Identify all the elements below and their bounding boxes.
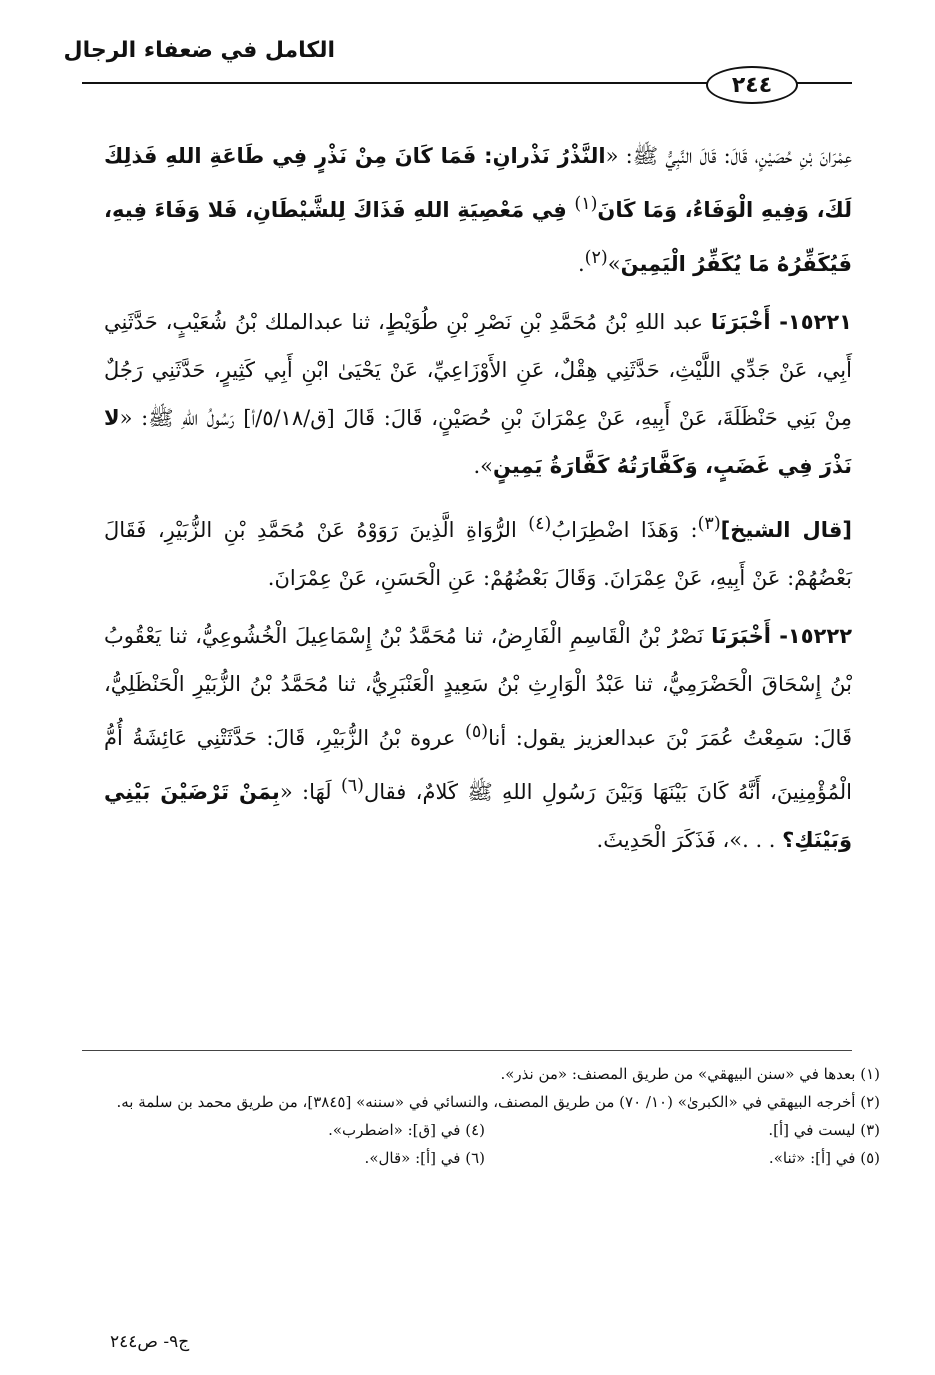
- main-text: [104, 132, 852, 874]
- hadith-text: فِي مَعْصِيَةِ اللهِ فَذَاكَ لِلشَّيْطَانِ، فَلا وَفَاءَ فِيهِ، فَيُكَفِّرُهُ مَا يُكَفِّرُ الْيَمِينَ: [104, 198, 852, 276]
- footnote-5: (٥) في [أ]: «ثنا».: [768, 1149, 880, 1167]
- footnote-ref: (٢): [584, 248, 608, 268]
- paragraph-2: [104, 298, 852, 490]
- hadith-text: النَّذْرُ نَذْرانِ: فَمَا كَانَ مِنْ نَذْرٍ فِي طَاعَةِ اللهِ فَذلِكَ لَكَ، وَفِيهِ الْوَفَاءُ، وَمَا كَانَ: [104, 144, 852, 222]
- running-header-title: الكامل في ضعفاء الرجال: [63, 38, 335, 63]
- text-run: : وَهَذَا اضْطِرَابُ: [551, 518, 698, 542]
- hadith-number: ١٥٢٢٢-: [770, 624, 853, 648]
- speaker-label: [قال الشيخ]: [720, 518, 852, 542]
- paragraph-3: [104, 500, 852, 602]
- footnote-4: (٤) في [ق]: «اضطرب».: [328, 1121, 485, 1139]
- hadith-text: بِمَنْ تَرْضَيْنَ بَيْنِي وَبَيْنَكِ؟: [104, 780, 852, 852]
- footnote-ref: (٤): [528, 514, 552, 534]
- hadith-number: ١٥٢٢١-: [770, 310, 852, 334]
- footnote-ref: (٣): [697, 514, 721, 534]
- text-run: .: [577, 252, 585, 276]
- footnote-3: (٣) ليست في [أ].: [768, 1121, 880, 1139]
- text-run: »: [607, 252, 621, 276]
- paragraph-1: [104, 132, 852, 288]
- text-run: ».: [473, 454, 493, 478]
- text-run: عِمْرَانَ بْنِ حُصَيْنٍ، قَالَ: قَالَ النَّبِيُّ ﷺ: «: [605, 144, 853, 168]
- folio-reference: ج٩- ص٢٤٤: [110, 1332, 190, 1352]
- paragraph-4: [104, 612, 852, 864]
- text-run: نَصْرُ بْنُ الْقَاسِمِ الْفَارِضُ، ثنا مُحَمَّدُ بْنُ إِسْمَاعِيلَ الْخُشُوعِيُّ، ثنا يَعْقُوبُ بْنُ إِسْحَاقَ الْحَضْرَمِيُّ، ثنا عَبْدُ الْوَارِثِ بْنُ سَعِيدٍ الْعَنْبَرِيُّ، ثنا مُحَمَّدُ بْنُ الزُّبَيْرِ الْحَنْظَلِيُّ، قَالَ: سَمِعْتُ عُمَرَ بْنَ عبدالعزيز يقول: أنا: [104, 624, 852, 750]
- footnote-ref: (٥): [465, 722, 489, 742]
- narration-lead: أَخْبَرَنَا: [711, 624, 771, 648]
- page-number: ٢٤٤: [731, 72, 773, 98]
- hadith-text: لا نَذْرَ فِي غَضَبٍ، وَكَفَّارَتُهُ كَفَّارَةُ يَمِينٍ: [104, 406, 852, 478]
- page-number-badge: [706, 66, 798, 104]
- footnotes: [90, 1060, 880, 1172]
- text-run: عروة بْنُ الزُّبَيْرِ، قَالَ: حَدَّثَتْنِي عَائِشَةُ أُمُّ الْمُؤْمِنِينَ، أَنَّهُ كَانَ بَيْنَهَا وَبَيْنَ رَسُولِ اللهِ ﷺ كَلامٌ، فقال: [104, 726, 852, 804]
- narration-lead: أَخْبَرَنَا: [710, 310, 771, 334]
- text-run: لَهَا: «: [279, 780, 341, 804]
- footnote-ref: (٦): [340, 776, 364, 796]
- footnote-rule: [82, 1050, 852, 1051]
- footnote-1: (١) بعدها في «سنن البيهقي» من طريق المصنف: «من نذر».: [500, 1065, 880, 1083]
- text-run: . . .»، فَذَكَرَ الْحَدِيثَ.: [596, 828, 783, 852]
- footnote-2: (٢) أخرجه البيهقي في «الكبرىٰ» (١٠/ ٧٠) من طريق المصنف، والنسائي في «سننه» [٣٨٤٥]، من طريق محمد بن سلمة به.: [116, 1093, 880, 1111]
- text-run: عبد اللهِ بْنُ مُحَمَّدِ بْنِ نَصْرِ بْنِ طُوَيْطٍ، ثنا عبدالملك بْنُ شُعَيْبٍ، حَدَّثَنِي أَبِي، عَنْ جَدِّي اللَّيْثِ، حَدَّثَنِي هِقْلٌ، عَنِ الأَوْزَاعِيِّ، عَنْ يَحْيَىٰ ابْنِ أَبِي كَثِيرٍ، حَدَّثَنِي رَجُلٌ مِنْ بَنِي حَنْظَلَةَ، عَنْ أَبِيهِ، عَنْ عِمْرَانَ بْنِ حُصَيْنٍ، قَالَ: قَالَ [ق/٥/١٨/أ] رَسُولُ اللهِ ﷺ: «: [104, 310, 852, 430]
- footnote-6: (٦) في [أ]: «قال».: [364, 1149, 485, 1167]
- text-run: الرُّوَاةِ الَّذِينَ رَوَوْهُ عَنْ مُحَمَّدِ بْنِ الزُّبَيْرِ، فَقَالَ بَعْضُهُمْ: عَنْ أَبِيهِ، عَنْ عِمْرَانَ. وَقَالَ بَعْضُهُمْ: عَنِ الْحَسَنِ، عَنْ عِمْرَانَ.: [104, 518, 852, 590]
- footnote-ref: (١): [574, 194, 598, 214]
